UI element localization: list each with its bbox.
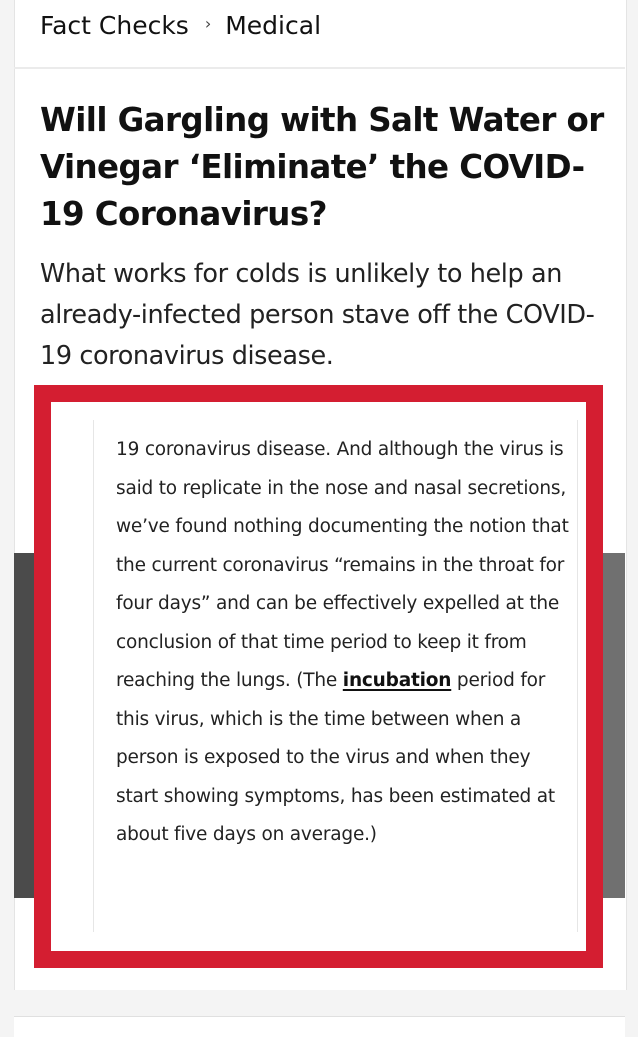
excerpt-text-after-link: period for this virus, which is the time between when a person is exposed to the virus and when they start showing symptoms, has been estimated at about five days on average.): [116, 670, 555, 845]
breadcrumb: [40, 8, 321, 42]
excerpt-text-before-link: 19 coronavirus disease. And although the virus is said to replicate in the nose and nasal secretions, we’ve found nothing documenting the notion that the current coronavirus “remains in the throat for four days” and can be effectively expelled at the conclusion of that time period to keep it from reaching the lungs. (The: [116, 439, 569, 691]
article-subtitle: What works for colds is unlikely to help an already-infected person stave off the COVID-19 coronavirus disease.: [40, 259, 595, 371]
breadcrumb-medical-link[interactable]: Medical: [225, 10, 322, 40]
hero-image-right-edge: [603, 553, 625, 898]
chevron-right-icon: ›: [204, 13, 212, 33]
breadcrumb-fact-checks-link[interactable]: Fact Checks: [40, 10, 189, 40]
breadcrumb-divider: [14, 67, 625, 69]
next-card: [14, 1016, 625, 1037]
red-highlight-box: [34, 385, 603, 968]
article-title: Will Gargling with Salt Water or Vinegar ‘Eliminate’ the COVID-19 Coronavirus?: [40, 101, 604, 233]
incubation-link[interactable]: incubation: [342, 670, 452, 691]
excerpt-card: [93, 420, 578, 932]
excerpt-paragraph: [116, 431, 571, 855]
